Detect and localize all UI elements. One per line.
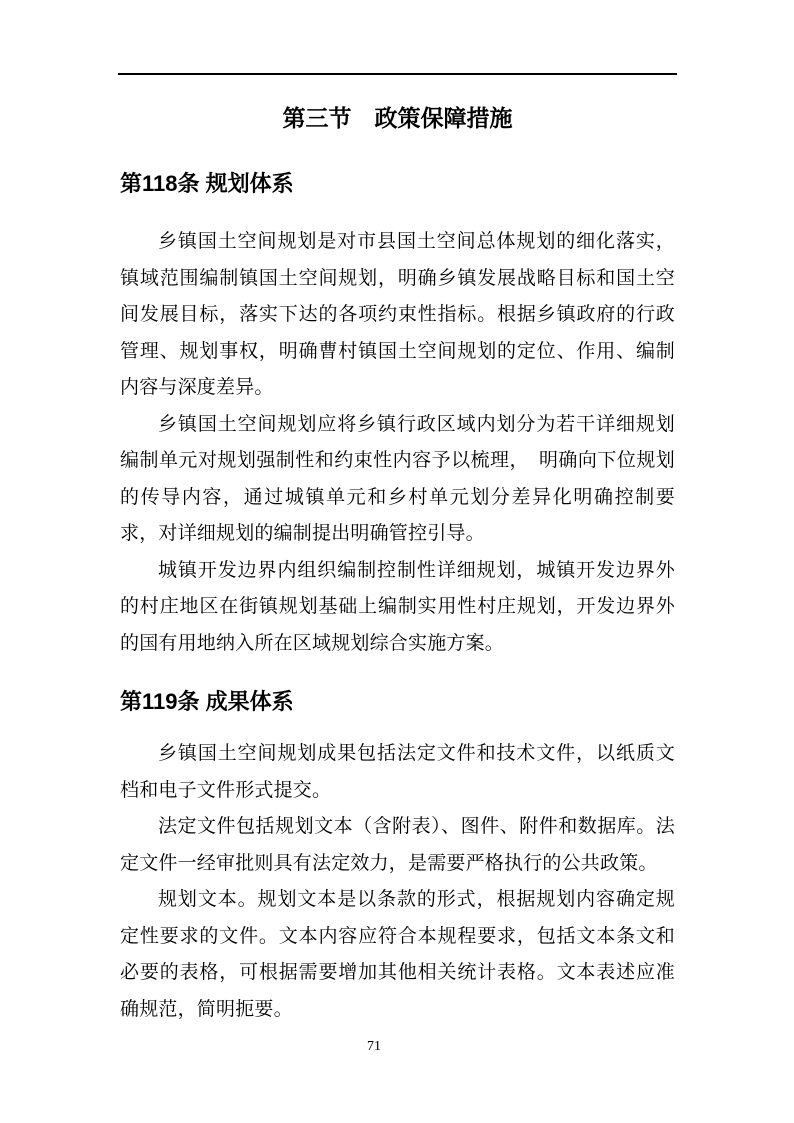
body-paragraph: 乡镇国土空间规划成果包括法定文件和技术文件，以纸质文档和电子文件形式提交。 — [120, 743, 675, 801]
body-paragraph: 乡镇国土空间规划是对市县国土空间总体规划的细化落实，镇域范围编制镇国土空间规划，明确乡镇发展战略目标和国土空间发展目标，落实下达的各项约束性指标。根据乡镇政府的行政管理、规划事权，明确曹村镇国土空间规划的定位、作用、编制内容与深度差异。 — [120, 231, 675, 398]
body-paragraph: 城镇开发边界内组织编制控制性详细规划，城镇开发边界外的村庄地区在街镇规划基础上编制实用性村庄规划，开发边界外的国有用地纳入所在区域规划综合实施方案。 — [120, 559, 675, 654]
page-number: 71 — [367, 1039, 381, 1054]
section-title: 第三节 政策保障措施 — [282, 105, 513, 131]
page-content — [120, 0, 675, 1028]
body-paragraph: 乡镇国土空间规划应将乡镇行政区域内划分为若干详细规划编制单元对规划强制性和约束性内容予以梳理， 明确向下位规划的传导内容，通过城镇单元和乡村单元划分差异化明确控制要求，对详细规划的编制提出明确管控引导。 — [120, 413, 675, 544]
article-heading-118: 第118条 规划体系 — [120, 171, 294, 196]
body-paragraph: 法定文件包括规划文本（含附表）、图件、附件和数据库。法定文件一经审批则具有法定效力，是需要严格执行的公共政策。 — [120, 816, 675, 874]
article-heading-119: 第119条 成果体系 — [120, 689, 294, 714]
body-paragraph: 规划文本。规划文本是以条款的形式，根据规划内容确定规定性要求的文件。文本内容应符合本规程要求，包括文本条文和必要的表格，可根据需要增加其他相关统计表格。文本表述应准确规范，简明扼要。 — [120, 889, 675, 1020]
